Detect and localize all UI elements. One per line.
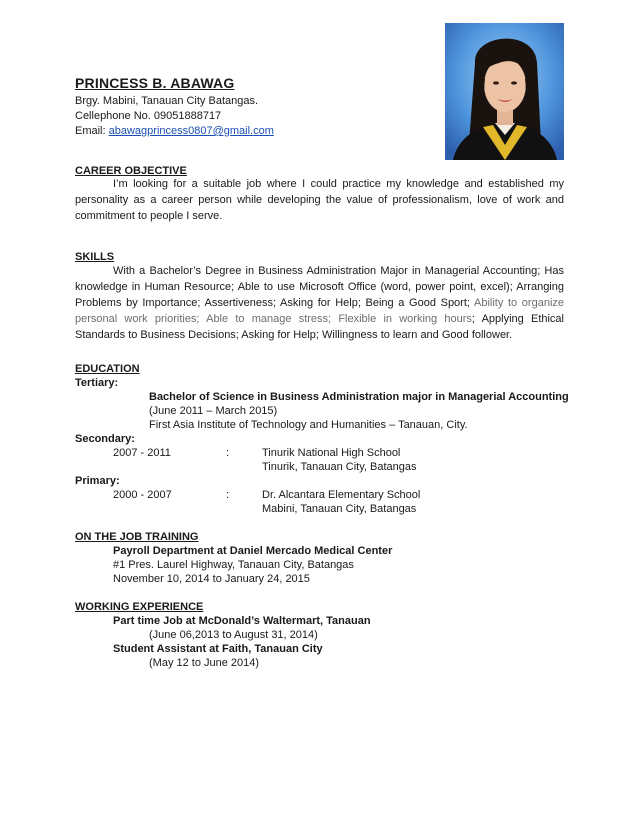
career-objective-heading: CAREER OBJECTIVE [75,165,187,177]
secondary-colon: : [226,447,230,459]
profile-photo-illustration [445,23,564,160]
address: Brgy. Mabini, Tanauan City Batangas. [75,95,259,107]
ojt-address: #1 Pres. Laurel Highway, Tanauan City, Batangas [113,559,354,571]
email-line [75,124,274,139]
secondary-school: Tinurik National High School [262,447,401,459]
ojt-dates: November 10, 2014 to January 24, 2015 [113,573,310,585]
job1-dates: (June 06,2013 to August 31, 2014) [149,629,318,641]
skills-body-2: Ability to organize personal work priorities; Able to manage stress; Flexible in working hours [75,297,564,325]
secondary-years: 2007 - 2011 [113,447,171,459]
job1-title: Part time Job at McDonald’s Waltermart, Tanauan [113,615,371,627]
job2-dates: (May 12 to June 2014) [149,657,260,669]
email-link[interactable]: abawagprincess0807@gmail.com [108,125,274,137]
primary-address: Mabini, Tanauan City, Batangas [262,503,417,515]
job2-title: Student Assistant at Faith, Tanauan City [113,643,323,655]
tertiary-degree: Bachelor of Science in Business Administration major in Managerial Accounting [149,391,569,403]
skills-body-1: With a Bachelor’s Degree in Business Administration Major in Managerial Accounting; Has knowledge in Human Resource; Able to use Microsoft Office (word, power point, excel); Arranging Problems by Importance; Assertiveness; Asking for Help; Being a Good Sport; [75,265,564,309]
secondary-label: Secondary: [75,433,135,445]
email-label: Email: [75,125,109,137]
ojt-heading: ON THE JOB TRAINING [75,531,199,543]
primary-colon: : [226,489,230,501]
primary-years: 2000 - 2007 [113,489,172,501]
skills-text [75,263,564,343]
education-heading: EDUCATION [75,363,140,375]
skills-body-3: ; Applying Ethical Standards to Business Decisions; Asking for Help; Willingness to learn and Good follower. [75,313,564,341]
secondary-address: Tinurik, Tanauan City, Batangas [262,461,417,473]
profile-photo [445,23,564,160]
primary-school: Dr. Alcantara Elementary School [262,489,421,501]
career-objective-body: I’m looking for a suitable job where I could practice my knowledge and established my personality as a career person while developing the value of professionalism, love of work and commitment to people I serve. [75,178,564,222]
tertiary-school: First Asia Institute of Technology and Humanities – Tanauan, City. [149,419,468,431]
primary-label: Primary: [75,475,120,487]
skills-heading: SKILLS [75,251,115,263]
ojt-title: Payroll Department at Daniel Mercado Medical Center [113,545,393,557]
applicant-name: PRINCESS B. ABAWAG [75,75,235,91]
contact-block [75,94,274,139]
career-objective-text [75,176,564,224]
work-heading: WORKING EXPERIENCE [75,601,204,613]
phone: Cellephone No. 09051888717 [75,110,222,122]
tertiary-years: (June 2011 – March 2015) [149,405,278,417]
tertiary-label: Tertiary: [75,377,119,389]
